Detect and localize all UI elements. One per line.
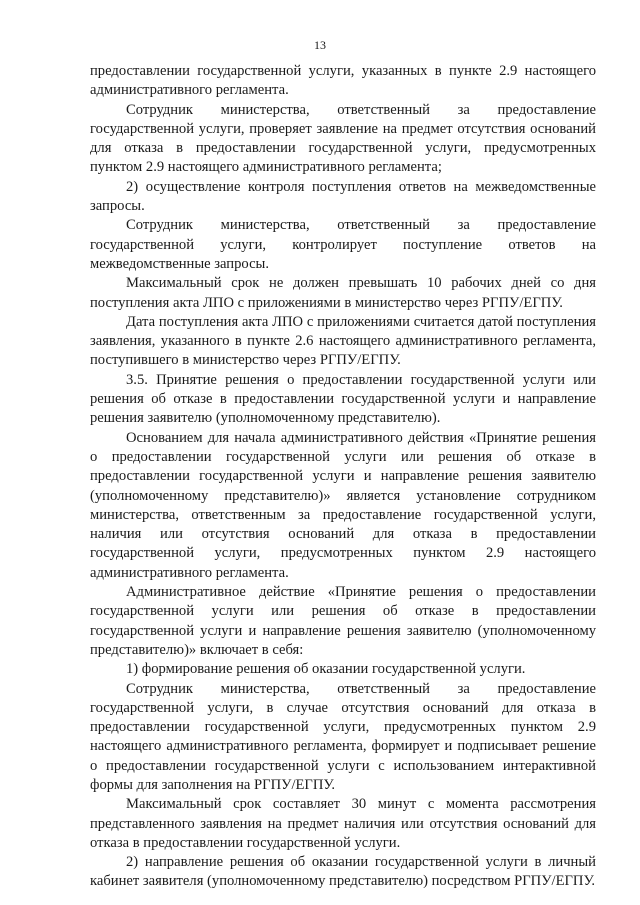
paragraph-item-1-forming-decision: 1) формирование решения об оказании государственной услуги. xyxy=(126,661,526,678)
paragraph-control-interagency-responses: 2) осуществление контроля поступления ответов на межведомственные запросы. xyxy=(90,178,596,215)
page-number: 13 xyxy=(314,38,326,52)
paragraph-employee-controls-responses: Сотрудник министерства, ответственный за предоставление государственной услуги, контролирует поступление ответов на межведомственные запросы. xyxy=(90,217,596,272)
paragraph-action-includes: Административное действие «Принятие решения о предоставлении государственной услуги или решения об отказе в предоставлении государственной услуги и направление решения заявителю (уполномоченному представителю)» включает в себя: xyxy=(90,584,596,658)
paragraph-max-term-30-minutes: Максимальный срок составляет 30 минут с момента рассмотрения представленного заявления на предмет наличия или отсутствия оснований для отказа в предоставлении государственной услуги. xyxy=(90,796,596,851)
paragraph-employee-checks-application: Сотрудник министерства, ответственный за предоставление государственной услуги, проверяет заявление на предмет отсутствия оснований для отказа в предоставлении государственной услуги, предусмотренных пунктом 2.9 настоящего административного регламента; xyxy=(90,101,596,176)
document-body xyxy=(90,62,596,892)
paragraph-basis-for-action: Основанием для начала административного действия «Принятие решения о предоставлении государственной услуги или решения об отказе в предоставлении государственной услуги и направление решения заявителю (уполномоченному представителю)» является установление сотрудником министерства, ответственным за предоставление государственной услуги, наличия или отсутствия оснований для отказа в предоставлении государственной услуги, предусмотренных пунктом 2.9 настоящего административного регламента. xyxy=(90,429,596,581)
paragraph-section-3-5-heading: 3.5. Принятие решения о предоставлении государственной услуги или решения об отказе в предоставлении государственной услуги и направление решения заявителю (уполномоченному представителю). xyxy=(90,371,596,427)
paragraph-max-term-10-days: Максимальный срок не должен превышать 10 рабочих дней со дня поступления акта ЛПО с приложениями в министерство через РГПУ/ЕГПУ. xyxy=(90,275,596,311)
paragraph-continuation: предоставлении государственной услуги, указанных в пункте 2.9 настоящего административного регламента. xyxy=(90,63,596,99)
paragraph-item-2-sending-decision: 2) направление решения об оказании государственной услуги в личный кабинет заявителя (уполномоченному представителю) посредством РГПУ/ЕГПУ. xyxy=(90,854,596,890)
paragraph-receipt-date: Дата поступления акта ЛПО с приложениями считается датой поступления заявления, указанного в пункте 2.6 настоящего административного регламента, поступившего в министерство через РГПУ/ЕГПУ. xyxy=(90,313,596,369)
paragraph-employee-forms-decision: Сотрудник министерства, ответственный за предоставление государственной услуги, в случае отсутствия оснований для отказа в предоставлении государственной услуги, предусмотренных пунктом 2.9 настоящего административного регламента, формирует и подписывает решение о предоставлении государственной услуги с использованием интерактивной формы для заполнения на РГПУ/ЕГПУ. xyxy=(90,680,596,793)
